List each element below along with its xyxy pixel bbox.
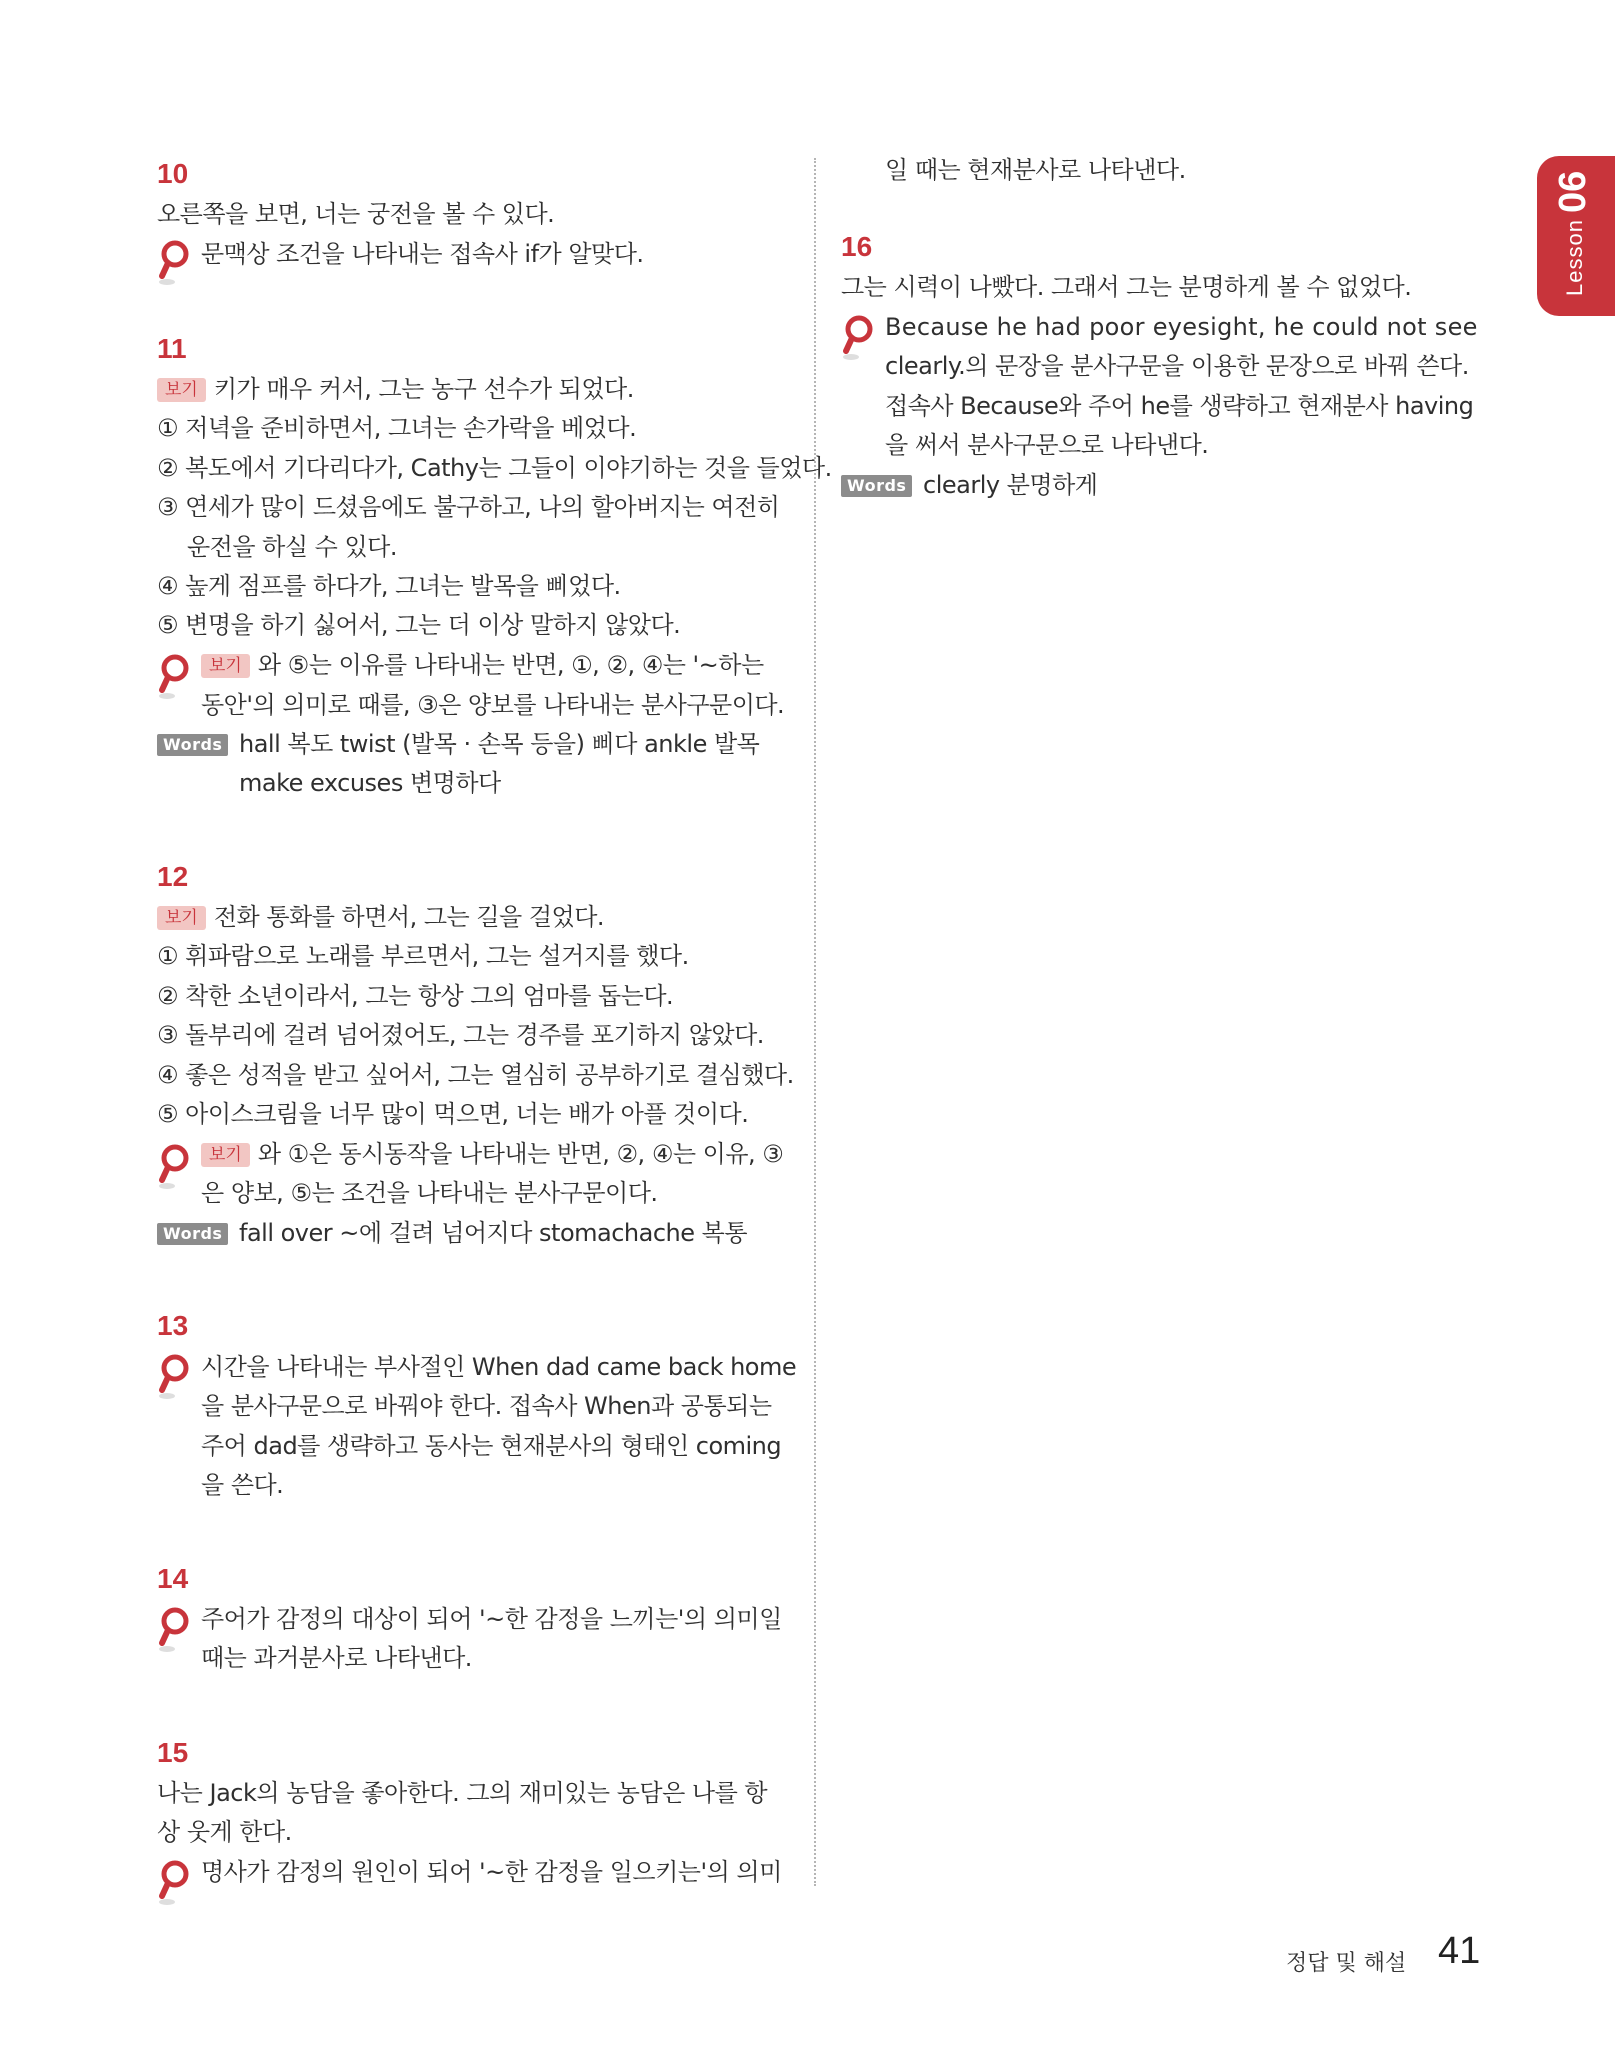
lesson-tab-number: 06 — [1552, 170, 1594, 214]
bogi-text: 키가 매우 커서, 그는 농구 선수가 되었다. — [213, 375, 634, 403]
magnifier-icon — [157, 652, 197, 700]
explanation-line: 시간을 나타내는 부사절인 When dad came back home — [201, 1353, 797, 1381]
bogi-line — [157, 374, 634, 404]
question-number: 13 — [157, 1310, 189, 1341]
explanation-line-continued: 일 때는 현재분사로 나타낸다. — [885, 156, 1186, 184]
translation-line: 나는 Jack의 농담을 좋아한다. 그의 재미있는 농담은 나를 항 — [157, 1779, 768, 1807]
magnifier-icon — [157, 1142, 197, 1190]
explanation-text: 와 ①은 동시동작을 나타내는 반면, ②, ④는 이유, ③ — [257, 1140, 784, 1168]
explanation-line: Because he had poor eyesight, he could not see — [885, 313, 1478, 341]
explanation-text: 와 ⑤는 이유를 나타내는 반면, ①, ②, ④는 '~하는 — [257, 651, 764, 679]
question-number: 16 — [841, 231, 873, 262]
explanation-line: 명사가 감정의 원인이 되어 '~한 감정을 일으키는'의 의미 — [201, 1858, 782, 1886]
translation-line: 그는 시력이 나빴다. 그래서 그는 분명하게 볼 수 없었다. — [841, 273, 1412, 301]
magnifier-icon — [157, 1352, 197, 1400]
option-line: ③ 돌부리에 걸려 넘어졌어도, 그는 경주를 포기하지 않았다. — [157, 1021, 764, 1049]
footer-label: 정답 및 해설 — [1286, 1951, 1407, 1976]
magnifier-icon — [157, 1858, 197, 1906]
column-divider — [814, 158, 816, 1886]
explanation-line: 접속사 Because와 주어 he를 생략하고 현재분사 having — [885, 392, 1474, 420]
bogi-tag: 보기 — [201, 1143, 250, 1167]
words-tag: Words — [157, 734, 228, 756]
explanation-line: 은 양보, ⑤는 조건을 나타내는 분사구문이다. — [201, 1179, 658, 1207]
words-line: clearly 분명하게 — [923, 471, 1098, 499]
explanation-line: 을 분사구문으로 바꿔야 한다. 접속사 When과 공통되는 — [201, 1392, 772, 1420]
translation-line: 상 웃게 한다. — [157, 1818, 292, 1846]
bogi-tag: 보기 — [157, 906, 206, 930]
option-line: ① 휘파람으로 노래를 부르면서, 그는 설거지를 했다. — [157, 942, 689, 970]
option-line: ③ 연세가 많이 드셨음에도 불구하고, 나의 할아버지는 여전히 — [157, 493, 780, 521]
bogi-tag: 보기 — [157, 378, 206, 402]
lesson-tab — [1537, 156, 1615, 316]
question-number: 12 — [157, 861, 189, 892]
explanation-line: 문맥상 조건을 나타내는 접속사 if가 알맞다. — [201, 240, 644, 268]
explanation-line: clearly.의 문장을 분사구문을 이용한 문장으로 바꿔 쓴다. — [885, 352, 1469, 380]
translation-line: 오른쪽을 보면, 너는 궁전을 볼 수 있다. — [157, 200, 555, 228]
bogi-text: 전화 통화를 하면서, 그는 길을 걸었다. — [213, 903, 605, 931]
magnifier-icon — [841, 313, 881, 361]
page-number: 41 — [1438, 1930, 1481, 1972]
explanation-line: 을 써서 분사구문으로 나타낸다. — [885, 431, 1209, 459]
words-line: make excuses 변명하다 — [239, 769, 501, 797]
option-line: ⑤ 변명을 하기 싫어서, 그는 더 이상 말하지 않았다. — [157, 611, 681, 639]
bogi-tag: 보기 — [201, 654, 250, 678]
option-line-continued: 운전을 하실 수 있다. — [187, 533, 397, 561]
question-number: 14 — [157, 1563, 189, 1594]
option-line: ② 복도에서 기다리다가, Cathy는 그들이 이야기하는 것을 들었다. — [157, 454, 832, 482]
option-line: ② 착한 소년이라서, 그는 항상 그의 엄마를 돕는다. — [157, 982, 674, 1010]
lesson-tab-word: Lesson — [1562, 219, 1587, 296]
magnifier-icon — [157, 238, 197, 286]
option-line: ④ 높게 점프를 하다가, 그녀는 발목을 삐었다. — [157, 572, 621, 600]
question-number: 10 — [157, 158, 189, 189]
words-tag: Words — [157, 1223, 228, 1245]
words-line: hall 복도 twist (발목 · 손목 등을) 삐다 ankle 발목 — [239, 730, 760, 758]
option-line: ① 저녁을 준비하면서, 그녀는 손가락을 베었다. — [157, 414, 637, 442]
question-number: 11 — [157, 333, 187, 364]
explanation-line: 때는 과거분사로 나타낸다. — [201, 1644, 472, 1672]
option-line: ④ 좋은 성적을 받고 싶어서, 그는 열심히 공부하기로 결심했다. — [157, 1061, 794, 1089]
option-line: ⑤ 아이스크림을 너무 많이 먹으면, 너는 배가 아플 것이다. — [157, 1100, 749, 1128]
explanation-line: 을 쓴다. — [201, 1471, 284, 1499]
magnifier-icon — [157, 1605, 197, 1653]
explanation-line: 주어 dad를 생략하고 동사는 현재분사의 형태인 coming — [201, 1432, 782, 1460]
explanation-line — [201, 650, 764, 680]
explanation-line — [201, 1139, 783, 1169]
explanation-line: 주어가 감정의 대상이 되어 '~한 감정을 느끼는'의 의미일 — [201, 1605, 782, 1633]
explanation-line: 동안'의 의미로 때를, ③은 양보를 나타내는 분사구문이다. — [201, 691, 785, 719]
question-number: 15 — [157, 1737, 189, 1768]
words-line: fall over ~에 걸려 넘어지다 stomachache 복통 — [239, 1219, 748, 1247]
bogi-line — [157, 902, 604, 932]
words-tag: Words — [841, 475, 912, 497]
